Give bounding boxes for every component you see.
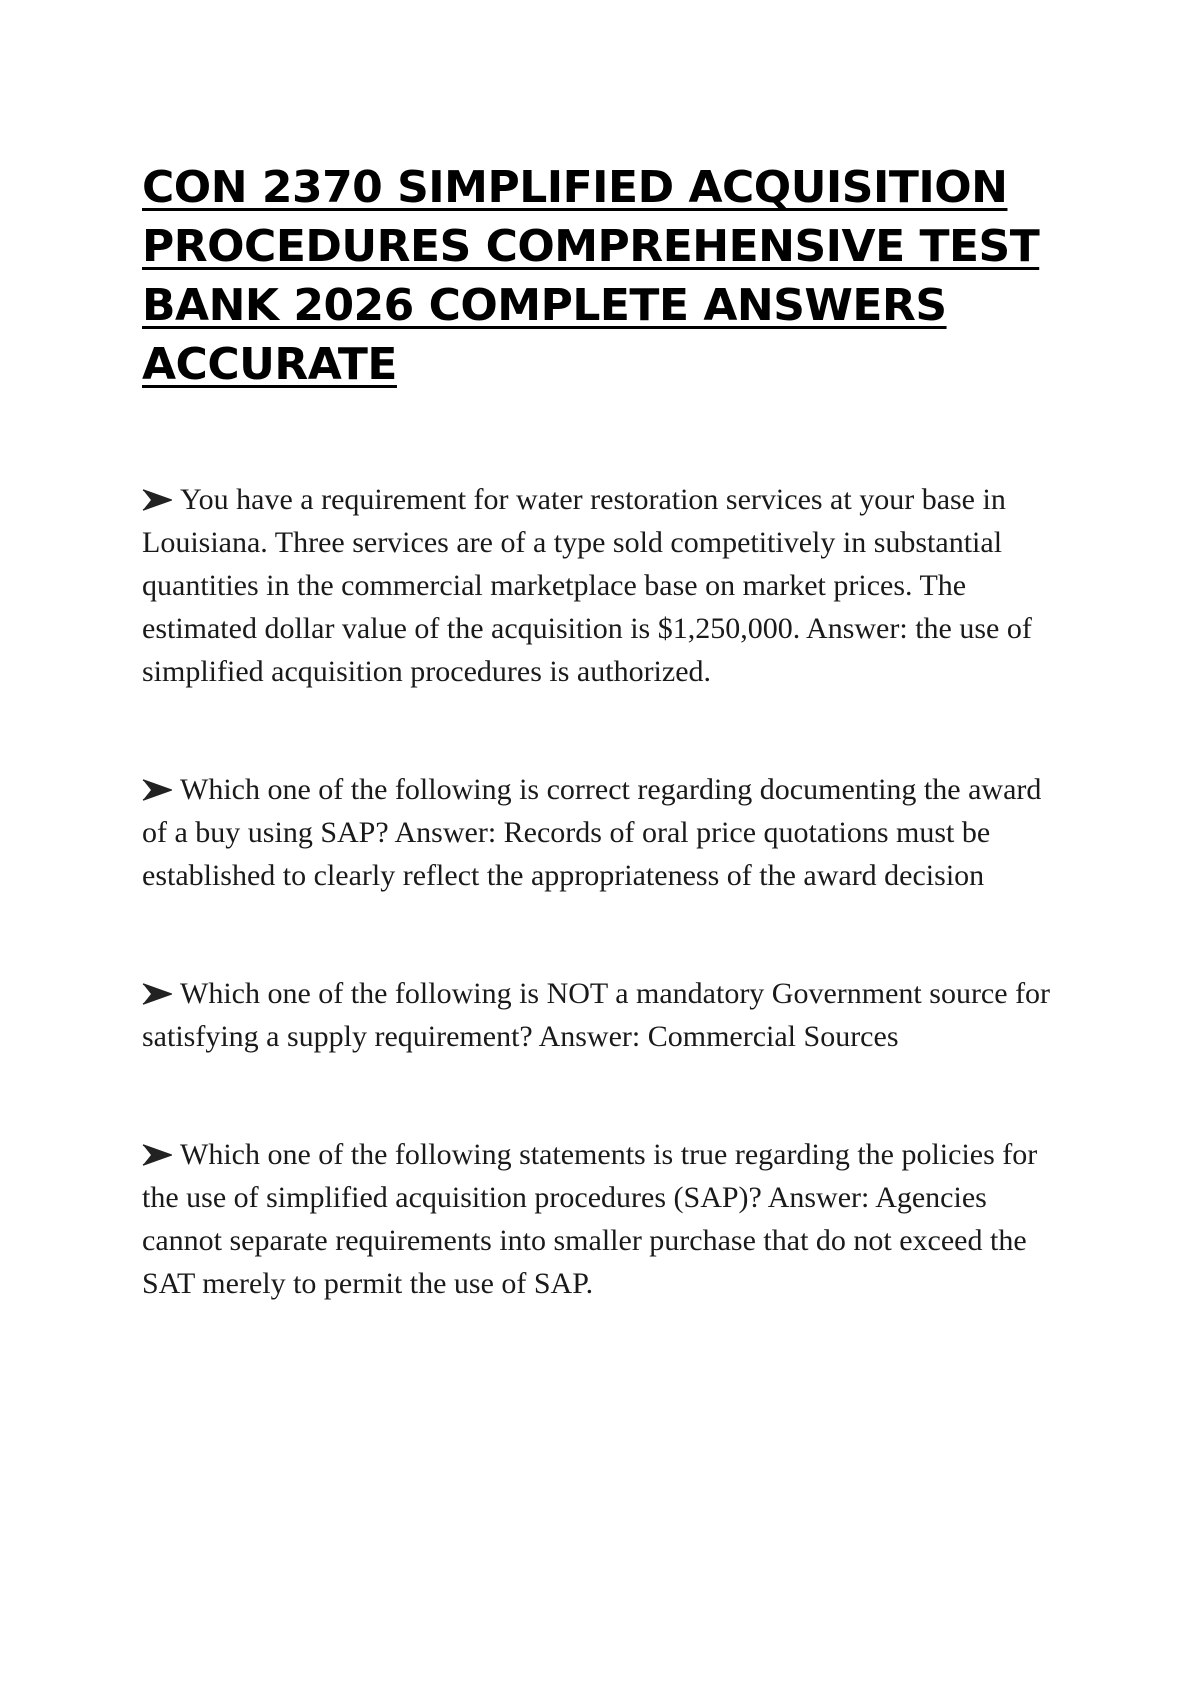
list-item-text: Which one of the following is correct regarding documenting the award of a buy using SAP? Answer: Records of oral price quotations must be established to clearly reflect the appropriateness of the award decision bbox=[142, 773, 1042, 892]
list-item bbox=[142, 768, 1067, 897]
document-title: CON 2370 SIMPLIFIED ACQUISITION PROCEDURES COMPREHENSIVE TEST BANK 2026 COMPLETE ANSWERS ACCURATE bbox=[142, 162, 1040, 390]
list-item-text: Which one of the following is NOT a mandatory Government source for satisfying a supply requirement? Answer: Commercial Sources bbox=[142, 977, 1051, 1053]
list-item-text: You have a requirement for water restoration services at your base in Louisiana. Three services are of a type sold competitively in substantial quantities in the commercial marketplace base on market prices. The estimated dollar value of the acquisition is $1,250,000. Answer: the use of simplified acquisition procedures is authorized. bbox=[142, 483, 1032, 688]
list-item-text: Which one of the following statements is true regarding the policies for the use of simplified acquisition procedures (SAP)? Answer: Agencies cannot separate requirements into smaller purchase that do not exceed the SAT merely to permit the use of SAP. bbox=[142, 1138, 1038, 1300]
list-item bbox=[142, 478, 1067, 693]
list-item bbox=[142, 972, 1067, 1058]
question-answer-list bbox=[142, 478, 1067, 1305]
arrowhead-bullet-icon bbox=[142, 489, 172, 511]
arrowhead-bullet-icon bbox=[142, 779, 172, 801]
arrowhead-bullet-icon bbox=[142, 983, 172, 1005]
arrowhead-bullet-icon bbox=[142, 1144, 172, 1166]
list-item bbox=[142, 1133, 1067, 1305]
